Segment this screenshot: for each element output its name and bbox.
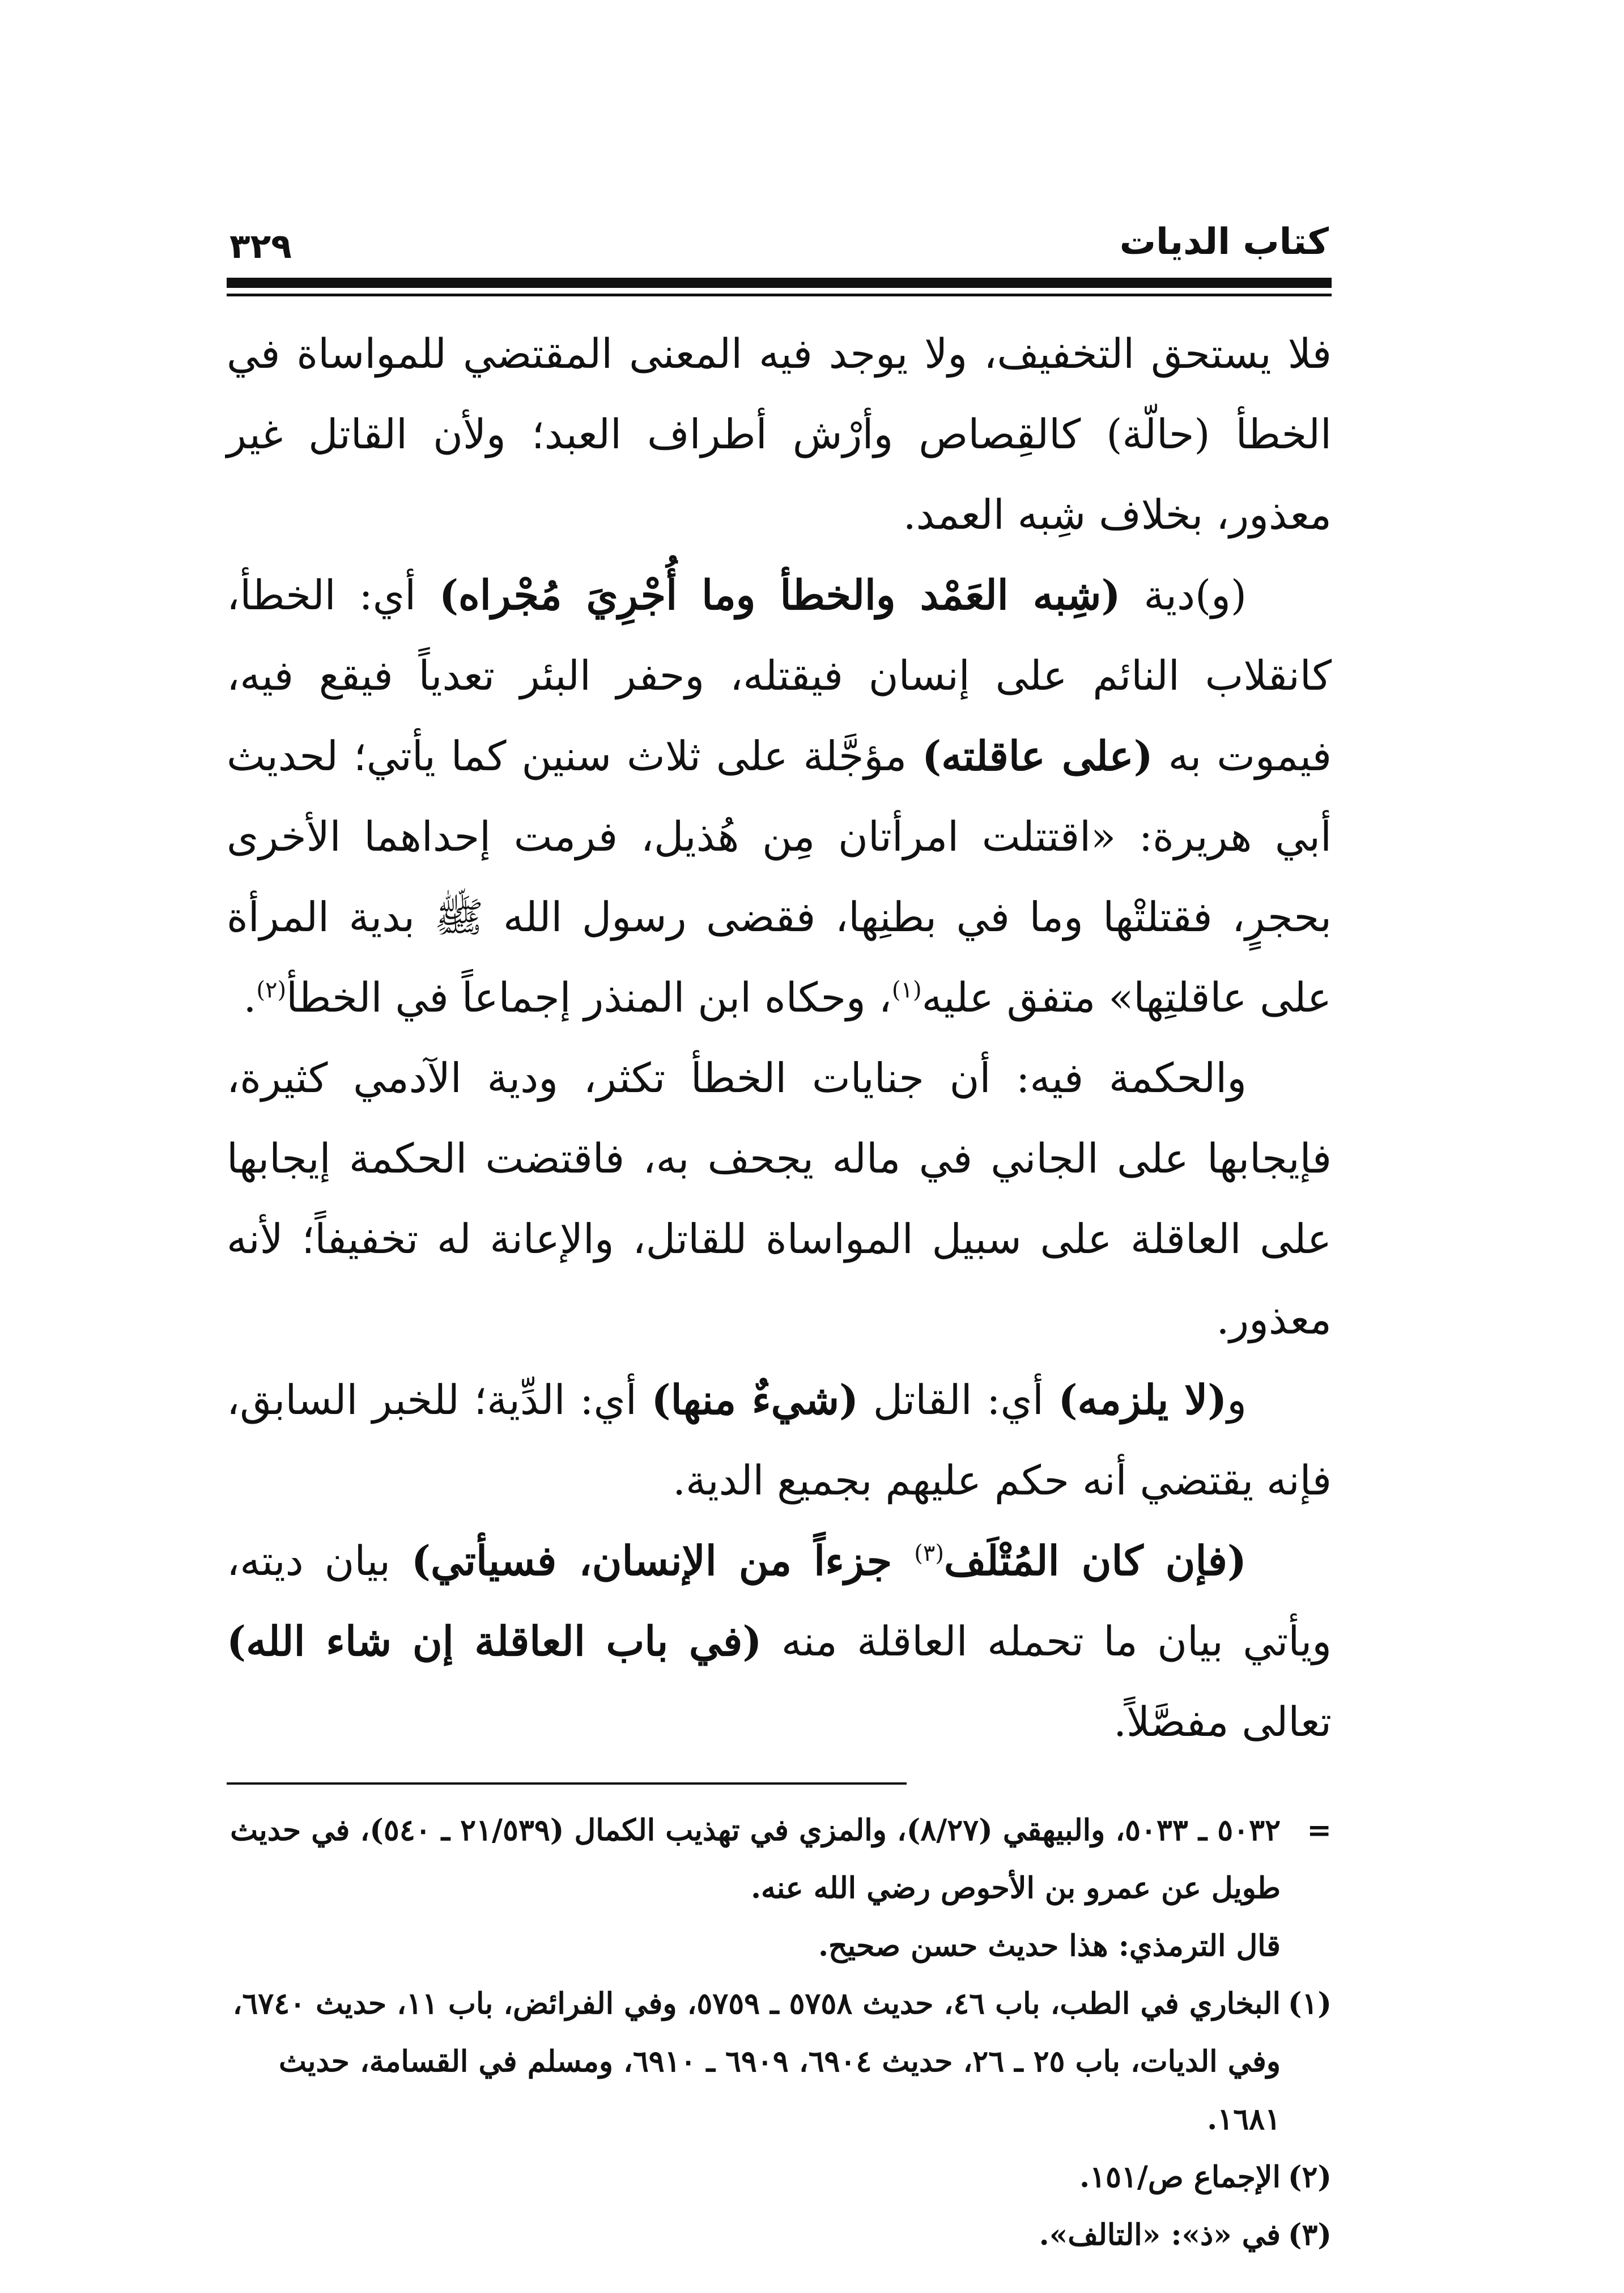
p2-text-f: ، وحكاه ابن المنذر إجماعاً في الخطأ (286, 974, 892, 1021)
continuation-text-2: قال الترمذي: هذا حديث حسن صحيح. (818, 1929, 1281, 1963)
p4-text-a: و (1227, 1376, 1247, 1424)
continuation-text: ٥٠٣٢ ـ ٥٠٣٣، والبيهقي (٨/٢٧)، والمزي في تهذيب الكمال (٢١/٥٣٩ ـ ٥٤٠)، في حديث طويل عن عمرو بن الأحوص رضي الله عنه. (230, 1813, 1281, 1905)
footnote-1-mark: (١) (1287, 1986, 1332, 2021)
paragraph-1: فلا يستحق التخفيف، ولا يوجد فيه المعنى المقتضي للمواساة في الخطأ (حالّة) كالقِصاص وأرْش أطراف العبد؛ ولأن القاتل غير معذور، بخلاف شِبه العمد. (227, 330, 1332, 538)
continuation-mark: = (1307, 1813, 1332, 1848)
footnote-3-text: في «ذ»: «التالف». (1039, 2218, 1281, 2252)
footnote-2-mark: (٢) (1287, 2160, 1332, 2194)
p4-text-e: أي: الدِّية؛ للخبر السابق، فإنه يقتضي أنه حكم عليهم بجميع الدية. (227, 1376, 1332, 1504)
paragraph-4 (227, 1360, 1332, 1521)
footnote-1-text: البخاري في الطب، باب ٤٦، حديث ٥٧٥٨ ـ ٥٧٥٩، وفي الفرائض، باب ١١، حديث ٦٧٤٠، وفي الديات، باب ٢٥ ـ ٢٦، حديث ٦٩٠٤، ٦٩٠٩ ـ ٦٩١٠، ومسلم في القسامة، حديث ١٦٨١. (232, 1986, 1281, 2137)
footnote-ref-2: (٢) (256, 977, 287, 1003)
p2-bold-d: (على عاقلته) (922, 732, 1153, 780)
footnote-1 (227, 1975, 1332, 2148)
header-rule-thin (227, 294, 1332, 296)
footnotes (227, 1802, 1332, 2264)
p5-bold-b: جزءاً من الإنسان، فسيأتي) (411, 1536, 915, 1585)
p2-text-e: مؤجَّلة على ثلاث سنين كما يأتي؛ لحديث أبي هريرة: «اقتتلت امرأتان مِن هُذيل، فرمت إحداهما الأخرى بحجرٍ، فقتلتْها وما في بطنِها، فقضى رسول الله ﷺ بدية المرأة على عاقلتِها» متفق عليه (227, 732, 1332, 1021)
paragraph-2 (227, 555, 1332, 1038)
footnote-separator (227, 1782, 907, 1785)
p5-text-c: بيان ديته، ويأتي بيان ما تحمله العاقلة منه (227, 1537, 1332, 1665)
p5-bold-a: (فإن كان المُتْلَف (943, 1536, 1247, 1585)
p4-bold-b: (لا يلزمه) (1058, 1375, 1227, 1424)
footnote-2-text: الإجماع ص/١٥١. (1079, 2160, 1281, 2194)
footnote-ref-1: (١) (891, 977, 922, 1003)
paragraph-3: والحكمة فيه: أن جنايات الخطأ تكثر، ودية الآدمي كثيرة، فإيجابها على الجاني في ماله يجحف به، فاقتضت الحكمة إيجابها على العاقلة على سبيل المواساة للقاتل، والإعانة له تخفيفاً؛ لأنه معذور. (227, 1054, 1332, 1343)
p2-text-a: (و)دية (1120, 571, 1247, 619)
footnote-3-mark: (٣) (1287, 2218, 1332, 2252)
chapter-title: كتاب الديات (1119, 221, 1329, 263)
p5-bold-d: (في باب العاقلة إن شاء الله) (227, 1617, 762, 1665)
page-number: ٣٢٩ (229, 227, 292, 266)
main-text (227, 313, 1332, 1762)
footnote-3 (227, 2206, 1332, 2264)
header-rule-thick (227, 278, 1332, 288)
footnote-separator-wrap (227, 1782, 1332, 1785)
paragraph-5 (227, 1521, 1332, 1762)
p4-bold-d: (شيءٌ منها) (651, 1375, 859, 1424)
footnote-2 (227, 2148, 1332, 2206)
p2-text-c: أي: الخطأ، كانقلاب النائم على إنسان فيقتله، وحفر البئر تعدياً فيقع فيه، فيموت به (227, 571, 1332, 780)
running-header (227, 215, 1332, 278)
p2-text-g: . (243, 974, 257, 1021)
p5-text-e: تعالى مفصَّلاً. (1113, 1698, 1332, 1746)
book-page (227, 215, 1332, 2264)
p2-bold-b: (شِبه العَمْد والخطأ وما أُجْرِيَ مُجْراه) (439, 571, 1121, 619)
footnote-ref-3: (٣) (914, 1540, 944, 1566)
p4-text-c: أي: القاتل (858, 1376, 1058, 1424)
footnote-continuation (227, 1802, 1332, 1917)
